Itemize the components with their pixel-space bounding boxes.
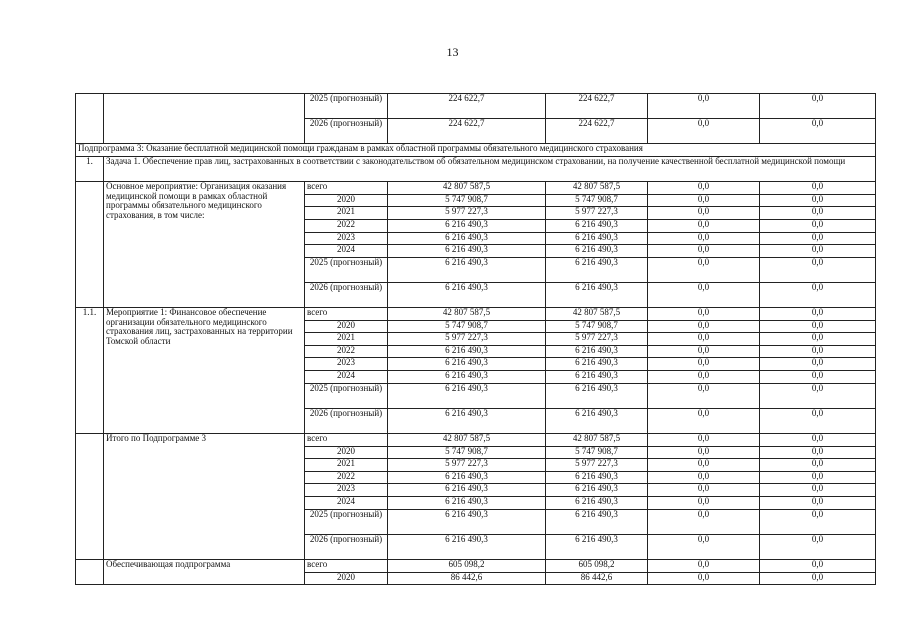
item-number: 1.1. [76,308,104,434]
regional-budget-cell: 6 216 490,3 [546,509,648,534]
name-cell [104,94,305,144]
regional-budget-cell: 5 747 908,7 [546,446,648,459]
total-cell: 5 977 227,3 [388,459,546,472]
task-text: Задача 1. Обеспечение прав лиц, застрахованных в соответствии с законодательством об обязательном медицинском страховании, на получение качественной бесплатной медицинской помощи [104,156,876,181]
item-name: Мероприятие 1: Финансовое обеспечение организации обязательного медицинского страхования лиц, застрахованных на территории Томской области [104,308,305,434]
table-row [76,308,876,321]
total-cell: 224 622,7 [388,119,546,144]
total-cell: 6 216 490,3 [388,408,546,433]
federal-budget-cell: 0,0 [648,572,760,585]
year-cell: 2023 [305,232,388,245]
table-row [76,182,876,195]
other-sources-cell: 0,0 [760,119,876,144]
year-cell: 2026 (прогнозный) [305,282,388,307]
other-sources-cell: 0,0 [760,459,876,472]
federal-budget-cell: 0,0 [648,534,760,559]
federal-budget-cell: 0,0 [648,383,760,408]
regional-budget-cell: 6 216 490,3 [546,345,648,358]
regional-budget-cell: 86 442,6 [546,572,648,585]
federal-budget-cell: 0,0 [648,446,760,459]
other-sources-cell: 0,0 [760,345,876,358]
federal-budget-cell: 0,0 [648,434,760,447]
total-cell: 6 216 490,3 [388,484,546,497]
federal-budget-cell: 0,0 [648,320,760,333]
regional-budget-cell: 6 216 490,3 [546,232,648,245]
total-cell: 6 216 490,3 [388,232,546,245]
federal-budget-cell: 0,0 [648,371,760,384]
regional-budget-cell: 42 807 587,5 [546,182,648,195]
other-sources-cell: 0,0 [760,534,876,559]
federal-budget-cell: 0,0 [648,459,760,472]
item-number [76,559,104,584]
total-cell: 6 216 490,3 [388,534,546,559]
item-name: Основное мероприятие: Организация оказания медицинской помощи в рамках областной программы обязательного медицинского страхования, в том числе: [104,182,305,308]
year-cell: 2026 (прогнозный) [305,534,388,559]
total-cell: 42 807 587,5 [388,308,546,321]
total-cell: 5 977 227,3 [388,207,546,220]
item-number [76,434,104,560]
federal-budget-cell: 0,0 [648,94,760,119]
year-cell: 2020 [305,320,388,333]
item-number [76,182,104,308]
regional-budget-cell: 5 747 908,7 [546,194,648,207]
year-cell: 2020 [305,446,388,459]
year-cell: 2024 [305,245,388,258]
year-cell: 2025 (прогнозный) [305,257,388,282]
subprogram-title: Подпрограмма 3: Оказание бесплатной медицинской помощи гражданам в рамках областной программы обязательного медицинского страхования [76,144,876,157]
total-cell: 42 807 587,5 [388,182,546,195]
total-cell: 42 807 587,5 [388,434,546,447]
year-cell: 2022 [305,219,388,232]
year-cell: 2021 [305,207,388,220]
federal-budget-cell: 0,0 [648,471,760,484]
federal-budget-cell: 0,0 [648,232,760,245]
regional-budget-cell: 6 216 490,3 [546,371,648,384]
regional-budget-cell: 6 216 490,3 [546,383,648,408]
federal-budget-cell: 0,0 [648,345,760,358]
year-cell: всего [305,434,388,447]
other-sources-cell: 0,0 [760,182,876,195]
regional-budget-cell: 5 977 227,3 [546,207,648,220]
year-cell: 2026 (прогнозный) [305,408,388,433]
other-sources-cell: 0,0 [760,497,876,510]
other-sources-cell: 0,0 [760,358,876,371]
other-sources-cell: 0,0 [760,408,876,433]
regional-budget-cell: 6 216 490,3 [546,484,648,497]
regional-budget-cell: 6 216 490,3 [546,358,648,371]
total-cell: 5 747 908,7 [388,446,546,459]
federal-budget-cell: 0,0 [648,358,760,371]
total-cell: 6 216 490,3 [388,358,546,371]
total-cell: 5 747 908,7 [388,320,546,333]
federal-budget-cell: 0,0 [648,119,760,144]
total-cell: 5 747 908,7 [388,194,546,207]
table-row [76,94,876,119]
total-cell: 5 977 227,3 [388,333,546,346]
year-cell: 2024 [305,497,388,510]
regional-budget-cell: 6 216 490,3 [546,219,648,232]
total-cell: 6 216 490,3 [388,497,546,510]
table-row [76,559,876,572]
total-cell: 6 216 490,3 [388,257,546,282]
federal-budget-cell: 0,0 [648,497,760,510]
regional-budget-cell: 224 622,7 [546,94,648,119]
regional-budget-cell: 6 216 490,3 [546,257,648,282]
year-cell: 2023 [305,358,388,371]
year-cell: всего [305,182,388,195]
num-cell [76,94,104,144]
total-cell: 86 442,6 [388,572,546,585]
regional-budget-cell: 5 977 227,3 [546,333,648,346]
regional-budget-cell: 6 216 490,3 [546,282,648,307]
other-sources-cell: 0,0 [760,320,876,333]
year-cell: 2025 (прогнозный) [305,383,388,408]
other-sources-cell: 0,0 [760,245,876,258]
task-number: 1. [76,156,104,181]
federal-budget-cell: 0,0 [648,282,760,307]
year-cell: 2022 [305,471,388,484]
other-sources-cell: 0,0 [760,371,876,384]
federal-budget-cell: 0,0 [648,408,760,433]
regional-budget-cell: 6 216 490,3 [546,245,648,258]
total-cell: 6 216 490,3 [388,383,546,408]
federal-budget-cell: 0,0 [648,207,760,220]
federal-budget-cell: 0,0 [648,559,760,572]
other-sources-cell: 0,0 [760,484,876,497]
regional-budget-cell: 5 977 227,3 [546,459,648,472]
regional-budget-cell: 6 216 490,3 [546,471,648,484]
regional-budget-cell: 6 216 490,3 [546,408,648,433]
federal-budget-cell: 0,0 [648,308,760,321]
total-cell: 6 216 490,3 [388,282,546,307]
regional-budget-cell: 5 747 908,7 [546,320,648,333]
regional-budget-cell: 6 216 490,3 [546,534,648,559]
year-cell: 2021 [305,459,388,472]
other-sources-cell: 0,0 [760,509,876,534]
other-sources-cell: 0,0 [760,446,876,459]
federal-budget-cell: 0,0 [648,484,760,497]
federal-budget-cell: 0,0 [648,509,760,534]
year-cell: 2025 (прогнозный) [305,94,388,119]
total-cell: 605 098,2 [388,559,546,572]
regional-budget-cell: 6 216 490,3 [546,497,648,510]
total-cell: 6 216 490,3 [388,219,546,232]
federal-budget-cell: 0,0 [648,257,760,282]
subprogram-row [76,144,876,157]
regional-budget-cell: 42 807 587,5 [546,308,648,321]
other-sources-cell: 0,0 [760,471,876,484]
year-cell: 2020 [305,572,388,585]
federal-budget-cell: 0,0 [648,219,760,232]
total-cell: 6 216 490,3 [388,345,546,358]
other-sources-cell: 0,0 [760,257,876,282]
total-cell: 224 622,7 [388,94,546,119]
total-cell: 6 216 490,3 [388,245,546,258]
task-row [76,156,876,181]
other-sources-cell: 0,0 [760,207,876,220]
other-sources-cell: 0,0 [760,282,876,307]
table-row [76,434,876,447]
other-sources-cell: 0,0 [760,94,876,119]
other-sources-cell: 0,0 [760,308,876,321]
budget-table [75,93,876,585]
item-name: Обеспечивающая подпрограмма [104,559,305,584]
year-cell: 2020 [305,194,388,207]
federal-budget-cell: 0,0 [648,245,760,258]
year-cell: всего [305,308,388,321]
federal-budget-cell: 0,0 [648,194,760,207]
regional-budget-cell: 42 807 587,5 [546,434,648,447]
total-cell: 6 216 490,3 [388,471,546,484]
year-cell: всего [305,559,388,572]
item-name: Итого по Подпрограмме 3 [104,434,305,560]
page-number: 13 [446,45,459,59]
federal-budget-cell: 0,0 [648,182,760,195]
other-sources-cell: 0,0 [760,383,876,408]
regional-budget-cell: 224 622,7 [546,119,648,144]
other-sources-cell: 0,0 [760,194,876,207]
year-cell: 2025 (прогнозный) [305,509,388,534]
total-cell: 6 216 490,3 [388,371,546,384]
year-cell: 2022 [305,345,388,358]
other-sources-cell: 0,0 [760,572,876,585]
year-cell: 2023 [305,484,388,497]
total-cell: 6 216 490,3 [388,509,546,534]
regional-budget-cell: 605 098,2 [546,559,648,572]
other-sources-cell: 0,0 [760,232,876,245]
year-cell: 2021 [305,333,388,346]
year-cell: 2026 (прогнозный) [305,119,388,144]
other-sources-cell: 0,0 [760,434,876,447]
federal-budget-cell: 0,0 [648,333,760,346]
year-cell: 2024 [305,371,388,384]
other-sources-cell: 0,0 [760,219,876,232]
other-sources-cell: 0,0 [760,559,876,572]
other-sources-cell: 0,0 [760,333,876,346]
